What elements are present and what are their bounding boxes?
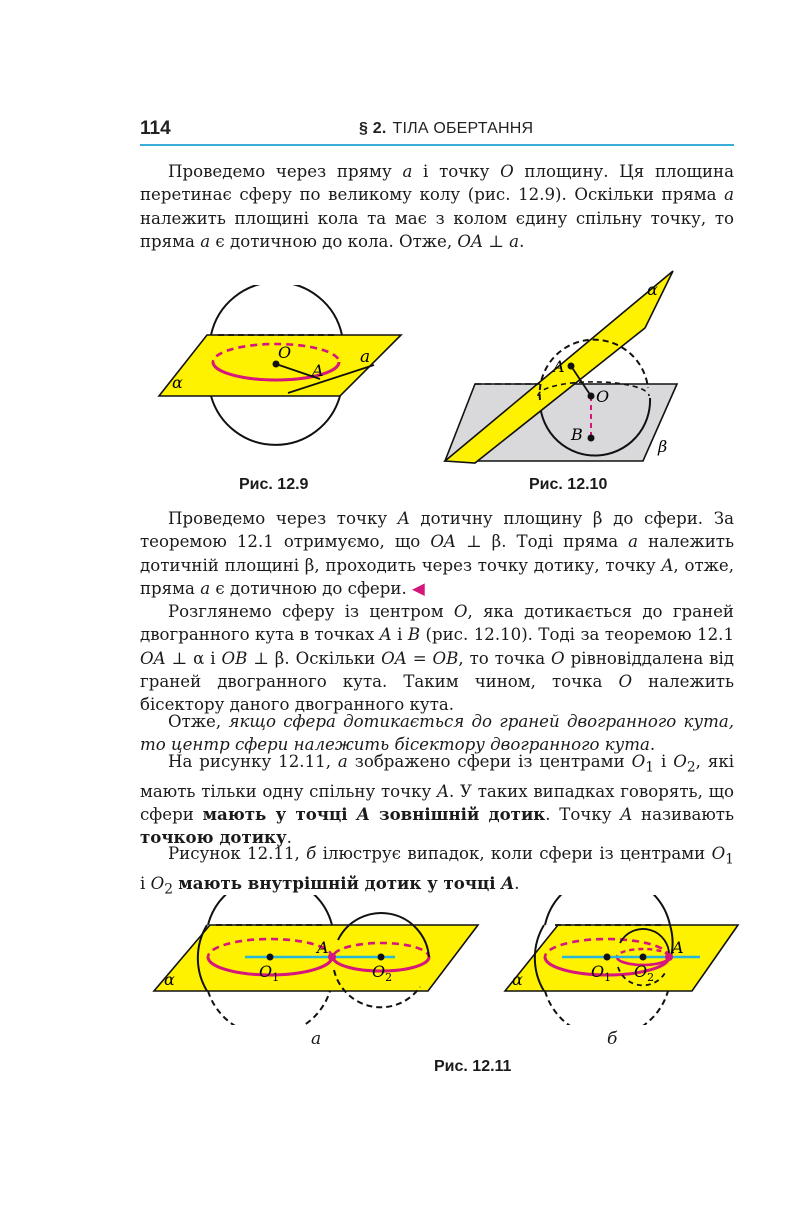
label-O2-sub: 2 [647, 971, 655, 984]
paragraph-2: Проведемо через точку A дотичну площину β до сфери. За теоремою 12.1 отримуємо, що OA ⊥ β. Тоді пряма a належить дотичній площині β, проходить через точку дотику, точку A, отже, пряма a є дотичною до сфери. ◀ [140, 509, 734, 598]
label-O1-letter: O [259, 962, 273, 981]
section-prefix: § 2. [359, 120, 387, 137]
label-O2-letter: O [372, 962, 386, 981]
label-B: B [571, 425, 583, 444]
label-A: A [553, 357, 565, 376]
label-alpha: α [164, 970, 175, 989]
label-a: a [360, 347, 371, 367]
section-name: ТІЛА ОБЕРТАННЯ [392, 120, 534, 137]
label-O: O [596, 387, 610, 406]
paragraph-1 [140, 160, 734, 253]
sublabel-a: а [311, 1029, 322, 1049]
label-O: O [278, 343, 292, 362]
caption-12-10: Рис. 12.10 [529, 476, 608, 493]
page-number: 114 [140, 118, 171, 139]
label-beta: β [658, 437, 668, 456]
p1-s1: Проведемо через пряму a і точку O площину. Ця площина перетинає сферу по великому колу (рис. 12.9). Оскільки пряма a належить площині кола та має з колом єдину спільну точку, то пряма a є дотичною до кола. Отже, OA ⊥ a. [140, 162, 734, 251]
label-A: A [317, 938, 329, 957]
section-title [359, 120, 533, 138]
label-O1-sub: 1 [272, 971, 280, 984]
paragraph-3: Розглянемо сферу із центром O, яка дотикається до граней двогранного кута в точках A і B (рис. 12.10). Тоді за теоремою 12.1 OA ⊥ α і OB ⊥ β. Оскільки OA = OB, то точка O рівновіддалена від граней двогранного кута. Таким чином, точка O належить бісектору даного двогранного кута. [140, 602, 735, 715]
paragraph-4: Отже, якщо сфера дотикається до граней двогранного кута, то центр сфери належить бісектору двогранного кута. [140, 712, 734, 755]
label-A: A [672, 938, 684, 957]
label-alpha: α [647, 280, 658, 299]
figure-12-9 [150, 285, 410, 460]
label-O2-letter: O [634, 962, 648, 981]
paragraph-6: Рисунок 12.11, б ілюструє випадок, коли сфери із центрами $O_1$ і $O_2$ мають внутрішній дотик у точці A. [140, 844, 734, 897]
label-O2-sub: 2 [385, 971, 393, 984]
figure-12-11-a [150, 895, 485, 1025]
label-alpha: α [172, 373, 183, 392]
figure-12-10 [440, 268, 690, 468]
label-A: A [312, 361, 324, 380]
label-alpha: α [512, 970, 523, 989]
label-O1-letter: O [591, 962, 605, 981]
figure-12-11-b [500, 895, 750, 1025]
caption-12-9: Рис. 12.9 [239, 476, 309, 493]
caption-12-11: Рис. 12.11 [434, 1058, 512, 1075]
page-header [140, 116, 734, 146]
paragraph-5: На рисунку 12.11, а зображено сфери із центрами $O_1$ і $O_2$, які мають тільки одну спільну точку A. У таких випадках говорять, що сфери мають у точці A зовнішній дотик. Точку A називають точкою дотику. [140, 752, 735, 848]
label-O1-sub: 1 [604, 971, 612, 984]
sublabel-b: б [607, 1029, 618, 1049]
